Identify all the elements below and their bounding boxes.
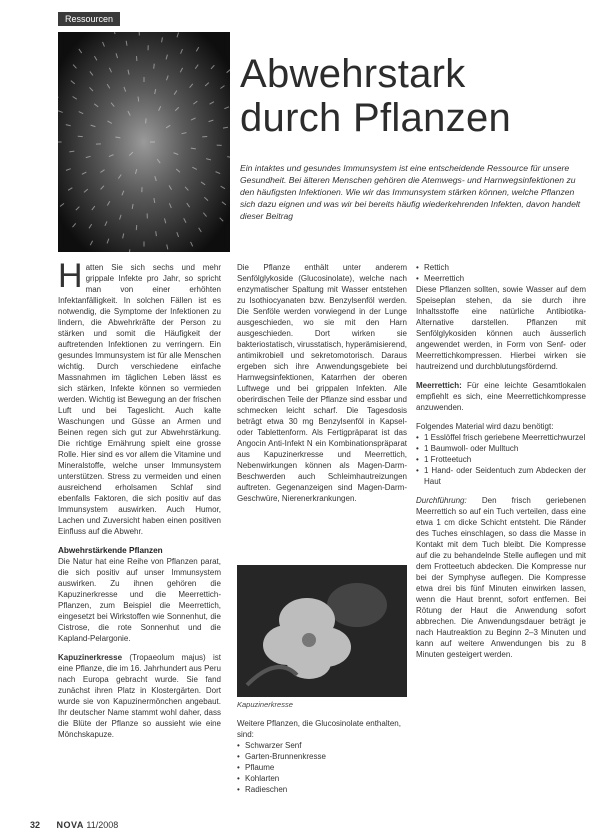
list-item: • Garten-Brunnenkresse bbox=[237, 751, 407, 762]
photo-caption: Kapuzinerkresse bbox=[237, 700, 293, 709]
meerrettich-lead: Meerrettich: bbox=[416, 381, 462, 390]
list-item: • 1 Baumwoll- oder Mulltuch bbox=[416, 443, 586, 454]
issue-number: 11/2008 bbox=[86, 820, 119, 830]
meerrettich-text: Für eine leichte Gesamtlokalen empfiehlt es sich, eine Meerrettichkompresse anzuwenden. bbox=[416, 381, 586, 412]
glucosinolate-list bbox=[237, 740, 407, 795]
magazine-name: NOVA bbox=[56, 820, 84, 830]
intro-text: atten Sie sich sechs und mehr grippale Infekte pro Jahr, so spricht man von einer erhöhten Infektanfälligkeit. In solchen Fällen ist es notwendig, die Symptome der Infektionen zu lindern, die Abwehrkräfte der Person zu stärken und somit die Häufigkeit der auftretenden Infektionen zu verringern. Ein gesundes Immunsystem ist für alle Menschen wichtig. Durch verschiedene einfache Massnahmen im täglichen Leben lässt es sich stärken, Infekte können so vermieden werden. Wichtig ist Bewegung an der frischen Luft und bei Tageslicht. Auch kalte Waschungen und Güsse an Armen und Beinen regen sich gut zur Abwehrstärkung. Die richtige Ernährung spielt eine grosse Rolle. Hier sind es vor allem die Vitamine und Mineralstoffe, welche unser Immunsystem unterstützen. Stress zu vermeiden und einen ausreichend erholsamen Schlaf sind ebenfalls Faktoren, die sich positiv auf das Immunsystem auswirken. Auch Humor, Lachen und Zuversicht haben einen positiven Einfluss auf die Abwehr. bbox=[58, 263, 221, 536]
kresse-paragraph bbox=[58, 652, 221, 740]
page-number: 32 bbox=[30, 820, 41, 830]
col2-paragraph-2: Weitere Pflanzen, die Glucosinolate enthalten, sind: bbox=[237, 719, 401, 739]
col1-paragraph-2: Die Natur hat eine Reihe von Pflanzen parat, die sich positiv auf unser Immunsystem auswirken. Zu ihnen gehören die Kapuzinerkresse und die Meerrettich-Pflanzen, zum Beispiel die Meerrettich, eingesetzt bei Wirkstoffen wie Sonnenhut, die Cistrose, die rote Sonnenhut und die Kapland-Pelargonie. bbox=[58, 557, 221, 643]
list-item: • Pflaume bbox=[237, 762, 407, 773]
material-intro: Folgendes Material wird dazu benötigt: bbox=[416, 422, 554, 431]
echinacea-hero-photo bbox=[58, 32, 230, 252]
dropcap: H bbox=[58, 257, 83, 295]
list-item: • Meerrettich bbox=[416, 273, 586, 284]
list-item: • Kohlarten bbox=[237, 773, 407, 784]
procedure-paragraph bbox=[416, 495, 586, 660]
procedure-lead: Durchführung: bbox=[416, 496, 467, 505]
subhead-abwehr: Abwehrstärkende Pflanzen bbox=[58, 546, 163, 555]
section-tag: Ressourcen bbox=[58, 12, 120, 26]
col2-paragraph-1: Die Pflanze enthält unter anderem Senfölglykoside (Glucosinolate), welche nach enzymatischer Spaltung mit Wasser entstehen zu Isothiocyanaten bzw. Benzylsenföl werden. Die Senföle werden vorwiegend in der Lunge ausgeschieden, wo sie mit den Harn ausgeschieden. Dort wirken sie bakteriostatisch, virusstatisch, hyperämisierend, antimikrobiell und sekretomotorisch. Daraus ergeben sich ihre Anwendungsgebiete bei Harnwegsinfektionen, Katarrhen der oberen Luftwege und bei grippalen Infekten. Alle oberirdischen Teile der Pflanze sind essbar und schmecken leicht scharf. Die Tagesdosis beträgt etwa 30 mg Benzylsenföl in Kapsel- oder Tablettenform. Als Fertigpräparat ist das Angocin Anti-Infekt N ein Kombinationspräparat aus Kapuzinerkresse und Meerrettich, Nebenwirkungen können als Magen-Darm-Beschwerden auch Schleimhautreizungen auftreten. Gegenanzeigen sind Magen-Darm-Geschwüre, Nierenerkrankungen. bbox=[237, 263, 407, 503]
list-item: • 1 Hand- oder Seidentuch zum Abdecken der Haut bbox=[416, 465, 586, 487]
list-item: • 1 Esslöffel frisch geriebene Meerrettichwurzel bbox=[416, 432, 586, 443]
list-item: • Radieschen bbox=[237, 784, 407, 795]
kresse-text: (Tropaeolum majus) ist eine Pflanze, die im 16. Jahrhundert aus Peru nach Europa gebracht wurde. Sie fand zunächst ihren Platz in Klostergärten. Dort wurde sie von Kapuzinermönchen angebaut. Ihr deutscher Name stammt wohl daher, dass die Blüte der Pflanze so aussieht wie eine Mönchskapuze. bbox=[58, 653, 221, 739]
procedure-text: Den frisch geriebenen Meerrettich so auf ein Tuch verteilen, dass eine etwa 1 cm dicke Schicht entsteht. Die Ränder des Tuches einschlagen, so dass die Masse in Kontakt mit dem Tuch bleibt. Die Kompresse auf die zu behandelnde Stelle auflegen und mit dem Frotteetuch abdecken. Die Kompresse nur bei der Symphyse auflegen. Die Kompresse etwa drei bis fünf Minuten einwirken lassen, wenn die Haut brennt, sofort entfernen. Bei Rötung der Haut die Anwendung sofort abbrechen. Die Anwendungsdauer beträgt je nach Hautreaktion zu Beginn 2–3 Minuten und kann auf weitere Anwendungen bis zu 8 Minuten gesteigert werden. bbox=[416, 496, 586, 659]
nasturtium-photo bbox=[237, 565, 407, 697]
column-3 bbox=[416, 262, 586, 660]
lead-paragraph: Ein intaktes und gesundes Immunsystem ist eine entscheidende Ressource für unsere Gesundheit. Bei älteren Menschen gehören die Atemwegs- und Harnwegsinfektionen zu den häufigsten Infektionen. Wie wir das Immunsystem stärken können, welche Pflanzen sich dazu eignen und was wir bei bereits häufig wiederkehrenden Infekten, davon handelt dieser Beitrag bbox=[240, 163, 581, 221]
glucosinolate-list-cont bbox=[416, 262, 586, 284]
list-item: • Schwarzer Senf bbox=[237, 740, 407, 751]
page-footer bbox=[30, 820, 118, 830]
article-title bbox=[240, 52, 580, 140]
title-line-1: Abwehrstark bbox=[240, 52, 466, 96]
meerrettich-paragraph bbox=[416, 380, 586, 413]
column-2-lower bbox=[237, 718, 407, 795]
kresse-lead: Kapuzinerkresse bbox=[58, 653, 123, 662]
column-1 bbox=[58, 257, 221, 740]
title-line-2: durch Pflanzen bbox=[240, 96, 512, 140]
col3-paragraph-1: Diese Pflanzen sollten, sowie Wasser auf dem Speiseplan stehen, da sie durch ihre Inhaltsstoffe eine natürliche Antibiotika-Alternative darstellen. Pflanzen mit Senfölglykosiden können auch äusserlich angewendet werden, in Form von Senf- oder Meerrettichkompressen. Hierbei wirken sie hautreizend und durchblutungsfördernd. bbox=[416, 285, 586, 371]
material-list bbox=[416, 432, 586, 487]
list-item: • 1 Frotteetuch bbox=[416, 454, 586, 465]
column-2 bbox=[237, 262, 407, 504]
list-item: • Rettich bbox=[416, 262, 586, 273]
intro-paragraph bbox=[58, 257, 221, 537]
